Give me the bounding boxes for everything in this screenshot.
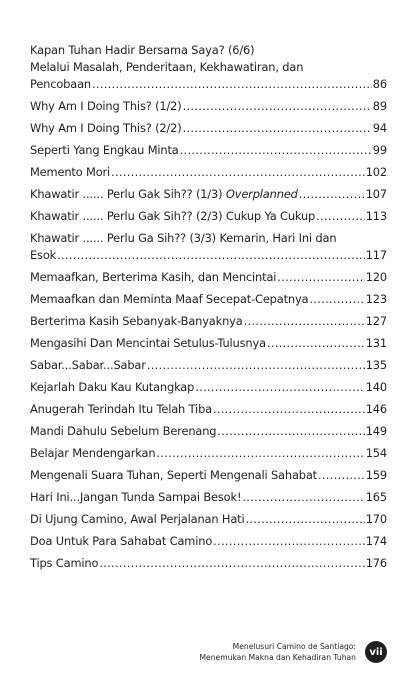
toc-page-number: 117 <box>365 248 387 262</box>
book-subtitle-line: Menemukan Makna dan Kehadiran Tuhan <box>199 653 356 662</box>
toc-entry[interactable] <box>30 555 387 572</box>
toc-page-number: 113 <box>365 209 387 223</box>
toc-entry-title: Sabar...Sabar...Sabar <box>30 358 146 372</box>
dot-leader <box>246 511 365 528</box>
toc-entry-title: Mengasihi Dan Mencintai Setulus-Tulusnya <box>30 336 266 350</box>
toc-entry[interactable] <box>30 291 387 308</box>
dot-leader <box>111 164 365 181</box>
toc-entry-title <box>30 186 298 203</box>
toc-entry[interactable] <box>30 533 387 550</box>
toc-entry-title: Why Am I Doing This? (1/2) <box>30 99 182 113</box>
toc-page-number: 127 <box>365 314 387 328</box>
toc-entry-title: Mengenali Suara Tuhan, Seperti Mengenali Sahabat <box>30 468 318 482</box>
toc-page-number: 89 <box>372 99 387 113</box>
toc-entry[interactable] <box>30 423 387 440</box>
dot-leader <box>244 313 365 330</box>
toc-entry-title: Seperti Yang Engkau Minta <box>30 143 179 157</box>
toc-page-number: 94 <box>372 121 387 135</box>
toc-entry[interactable] <box>30 164 387 181</box>
toc-entry-title: Kejarlah Daku Kau Kutangkap <box>30 380 195 394</box>
toc-entry-title: Anugerah Terindah Itu Telah Tiba <box>30 402 212 416</box>
dot-leader <box>183 120 372 137</box>
toc-entry-title: Pencobaan <box>30 77 91 91</box>
toc-page-number: 165 <box>365 490 387 504</box>
toc-entry[interactable] <box>30 511 387 528</box>
dot-leader <box>299 186 365 203</box>
dot-leader <box>217 423 364 440</box>
running-footer-text <box>200 641 357 663</box>
toc-entry[interactable] <box>30 379 387 396</box>
dot-leader <box>180 142 372 159</box>
dot-leader <box>92 76 372 93</box>
dot-leader <box>57 247 365 264</box>
toc-entry[interactable] <box>30 98 387 115</box>
toc-entry[interactable] <box>30 313 387 330</box>
toc-entry[interactable] <box>30 467 387 484</box>
toc-entry-title: Khawatir ...... Perlu Gak Sih?? (2/3) Cukup Ya Cukup <box>30 209 316 223</box>
toc-page-number: 131 <box>365 336 387 350</box>
toc-page-number: 176 <box>365 556 387 570</box>
toc-entry[interactable] <box>30 489 387 506</box>
toc-entry[interactable] <box>30 269 387 286</box>
toc-page-number: 146 <box>365 402 387 416</box>
toc-entry-title: Doa Untuk Para Sahabat Camino <box>30 534 213 548</box>
dot-leader <box>183 98 372 115</box>
toc-entry[interactable] <box>30 186 387 203</box>
page-number-badge: vii <box>365 641 387 663</box>
toc-entry-title: Hari Ini...Jangan Tunda Sampai Besok! <box>30 490 242 504</box>
toc-page-number: 149 <box>365 424 387 438</box>
toc-entry-title: Memaafkan, Berterima Kasih, dan Mencintai <box>30 270 277 284</box>
dot-leader <box>267 335 365 352</box>
dot-leader <box>309 291 364 308</box>
toc-entry-title: Mandi Dahulu Sebelum Berenang <box>30 424 217 438</box>
toc-page-number: 107 <box>365 187 387 201</box>
table-of-contents <box>30 42 387 577</box>
toc-page-number: 154 <box>365 446 387 460</box>
dot-leader <box>156 445 364 462</box>
dot-leader <box>213 401 365 418</box>
toc-page-number: 174 <box>365 534 387 548</box>
toc-entry-title: Belajar Mendengarkan <box>30 446 156 460</box>
dot-leader <box>242 489 364 506</box>
toc-entry-line: Melalui Masalah, Penderitaan, Kekhawatiran, dan <box>30 60 304 74</box>
book-title-line: Menelusuri Camino de Santiago: <box>232 642 356 651</box>
dot-leader <box>195 379 364 396</box>
toc-entry-title: Tips Camino <box>30 556 99 570</box>
toc-entry[interactable] <box>30 208 387 225</box>
toc-entry[interactable] <box>30 445 387 462</box>
dot-leader <box>277 269 364 286</box>
toc-entry-title: Berterima Kasih Sebanyak-Banyaknya <box>30 314 243 328</box>
toc-entry-line: Khawatir ...... Perlu Ga Sih?? (3/3) Kemarin, Hari Ini dan <box>30 231 337 245</box>
dot-leader <box>99 555 364 572</box>
toc-entry-title: Esok <box>30 248 57 262</box>
toc-entry[interactable] <box>30 42 387 93</box>
dot-leader <box>147 357 365 374</box>
toc-entry[interactable] <box>30 120 387 137</box>
toc-page-number: 170 <box>365 512 387 526</box>
toc-entry[interactable] <box>30 230 387 264</box>
toc-page-number: 135 <box>365 358 387 372</box>
toc-entry-line: Kapan Tuhan Hadir Bersama Saya? (6/6) <box>30 43 255 57</box>
toc-entry-title: Why Am I Doing This? (2/2) <box>30 121 182 135</box>
dot-leader <box>318 467 365 484</box>
page-footer <box>200 641 388 663</box>
dot-leader <box>213 533 365 550</box>
toc-entry-title: Memento Mori <box>30 165 111 179</box>
toc-entry[interactable] <box>30 401 387 418</box>
toc-page-number: 123 <box>365 292 387 306</box>
toc-page-number: 86 <box>372 77 387 91</box>
toc-page-number: 159 <box>365 468 387 482</box>
toc-page-number: 120 <box>365 270 387 284</box>
toc-entry-title: Memaafkan dan Meminta Maaf Secepat-Cepatnya <box>30 292 309 306</box>
toc-page-number: 99 <box>372 143 387 157</box>
toc-entry[interactable] <box>30 142 387 159</box>
toc-entry-title: Di Ujung Camino, Awal Perjalanan Hati <box>30 512 245 526</box>
toc-page-number: 140 <box>365 380 387 394</box>
toc-entry[interactable] <box>30 357 387 374</box>
toc-page-number: 102 <box>365 165 387 179</box>
dot-leader <box>316 208 365 225</box>
toc-entry[interactable] <box>30 335 387 352</box>
toc-entry-title-main: Khawatir ...... Perlu Gak Sih?? (1/3) <box>30 187 226 201</box>
toc-entry-title-italic: Overplanned <box>225 187 298 201</box>
